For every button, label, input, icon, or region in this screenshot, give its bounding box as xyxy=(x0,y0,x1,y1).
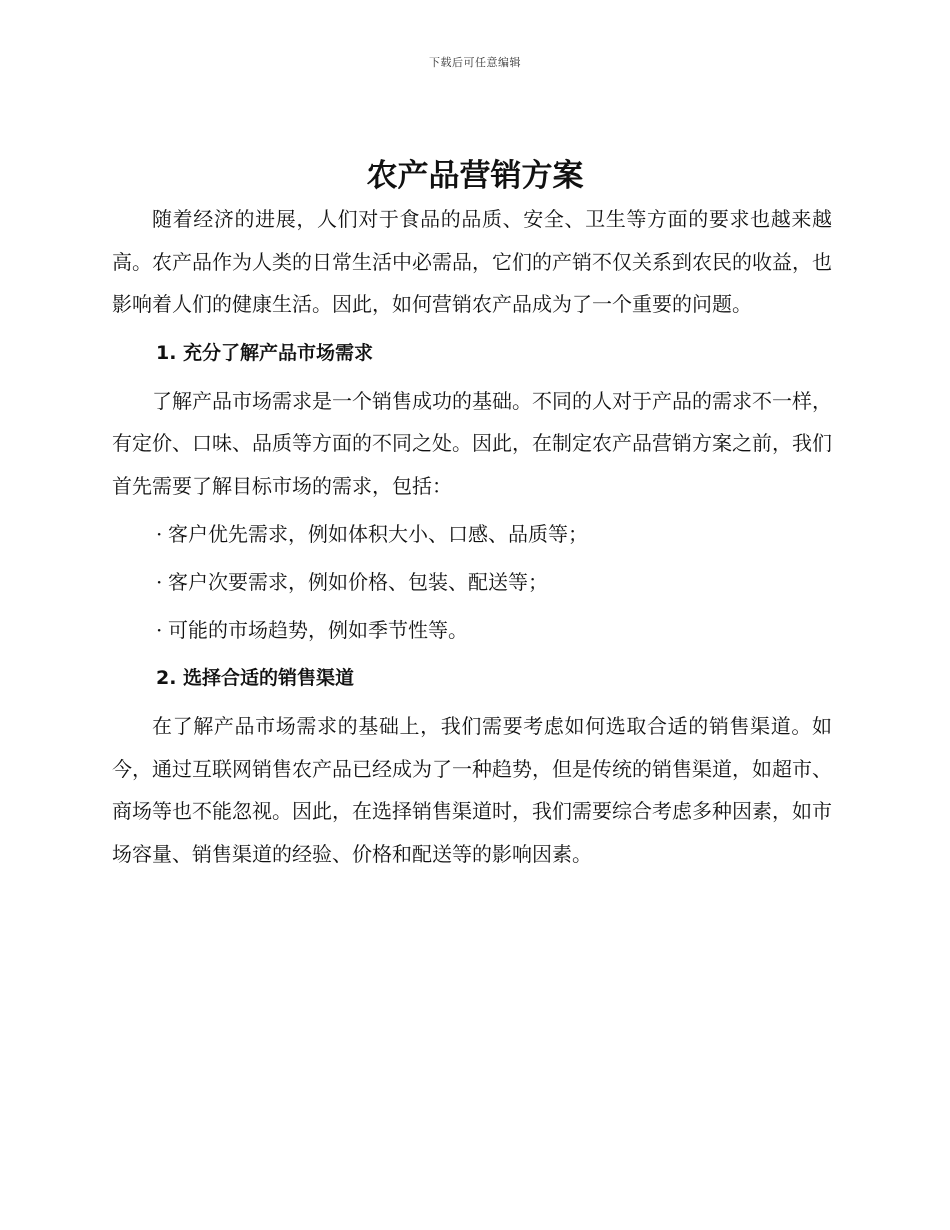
bullet-text: 可能的市场趋势，例如季节性等。 xyxy=(168,618,468,642)
section-2-heading: 2. 选择合适的销售渠道 xyxy=(156,667,355,689)
list-item xyxy=(112,609,832,651)
document-body xyxy=(112,198,832,875)
intro-paragraph: 随着经济的进展，人们对于食品的品质、安全、卫生等方面的要求也越来越高。农产品作为人类的日常生活中必需品，它们的产销不仅关系到农民的收益，也影响着人们的健康生活。因此，如何营销农产品成为了一个重要的问题。 xyxy=(112,207,832,316)
bullet-icon: · xyxy=(156,522,163,546)
header-note: 下载后可任意编辑 xyxy=(429,56,521,69)
document-title: 农产品营销方案 xyxy=(366,158,584,194)
bullet-text: 客户次要需求，例如价格、包装、配送等； xyxy=(168,570,548,594)
bullet-text: 客户优先需求，例如体积大小、口感、品质等； xyxy=(168,522,588,546)
section-1-heading: 1. 充分了解产品市场需求 xyxy=(156,341,374,364)
list-item xyxy=(112,561,832,603)
section-2-paragraph: 在了解产品市场需求的基础上，我们需要考虑如何选取合适的销售渠道。如今，通过互联网销售农产品已经成为了一种趋势，但是传统的销售渠道，如超市、商场等也不能忽视。因此，在选择销售渠道时，我们需要综合考虑多种因素，如市场容量、销售渠道的经验、价格和配送等的影响因素。 xyxy=(112,714,832,866)
list-item xyxy=(112,513,832,555)
bullet-icon: · xyxy=(156,618,163,642)
bullet-icon: · xyxy=(156,570,163,594)
section-1-paragraph: 了解产品市场需求是一个销售成功的基础。不同的人对于产品的需求不一样，有定价、口味、品质等方面的不同之处。因此，在制定农产品营销方案之前，我们首先需要了解目标市场的需求，包括： xyxy=(112,388,832,498)
